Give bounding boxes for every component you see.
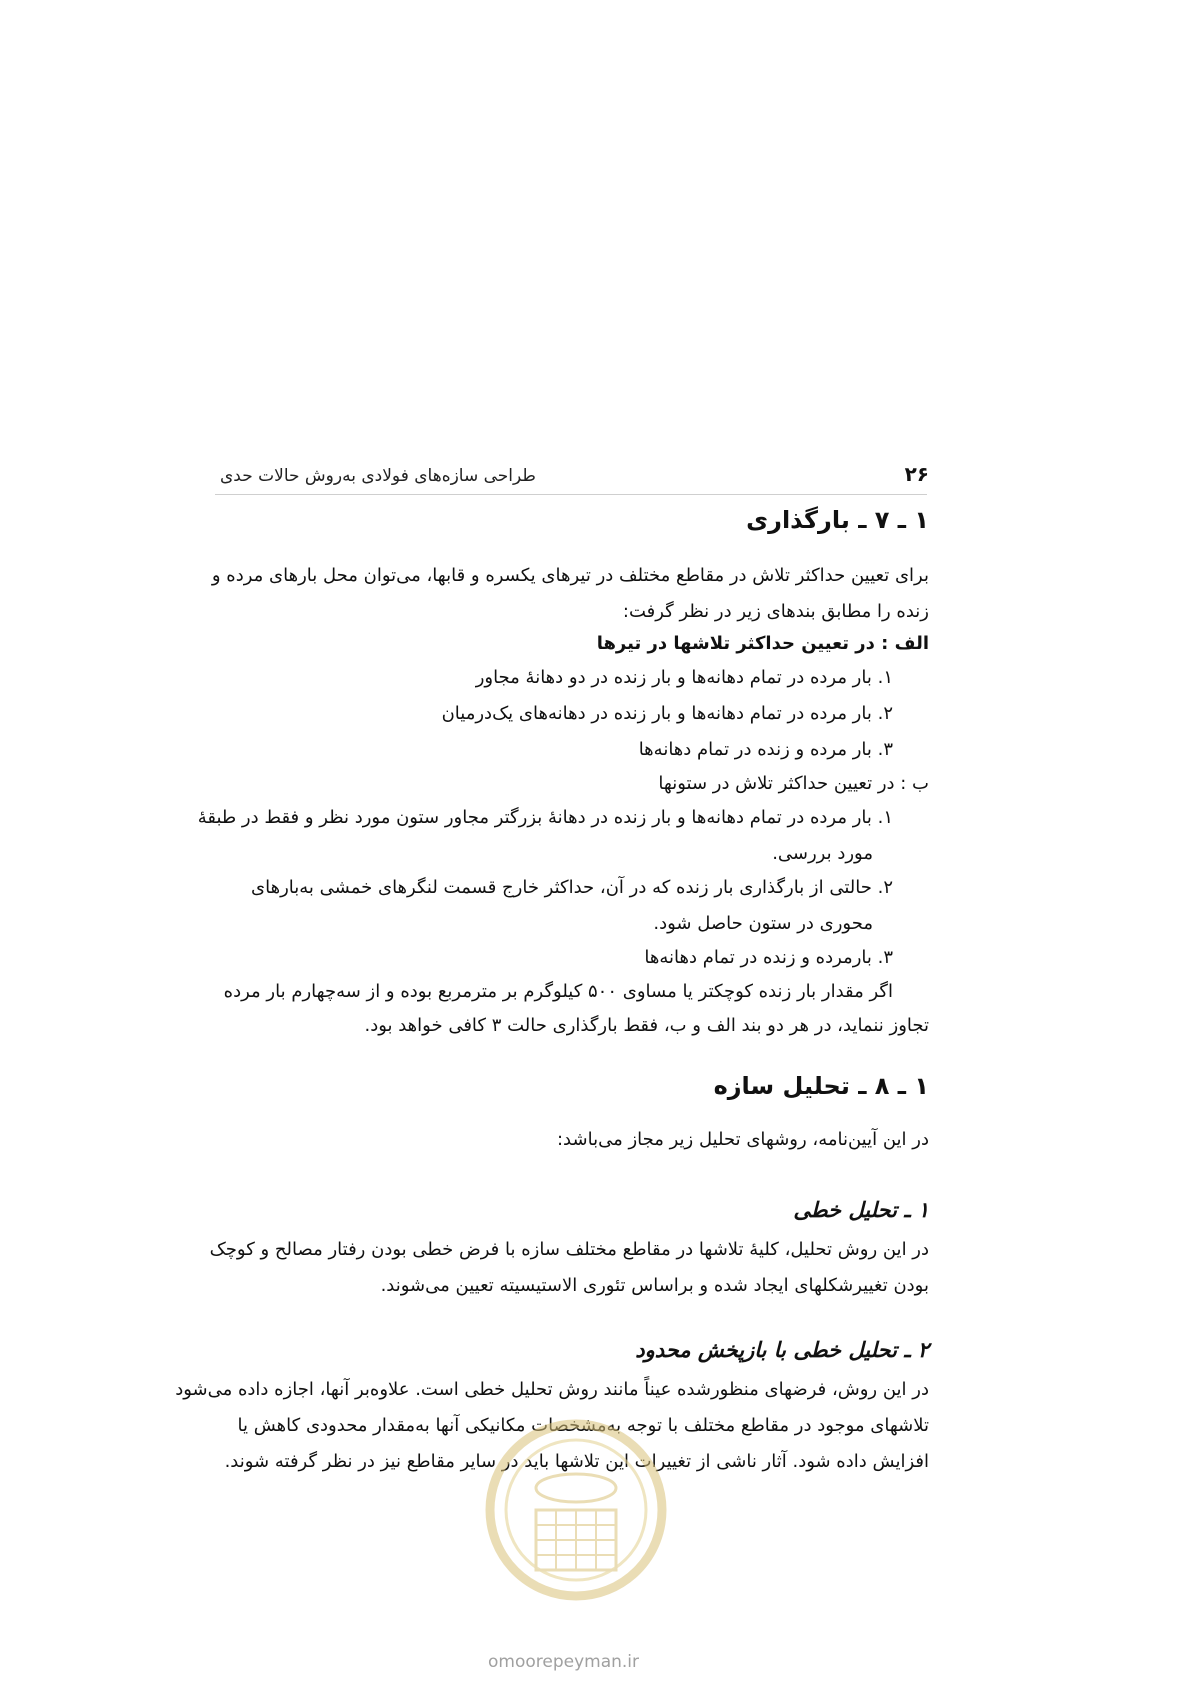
subheading-limited-redistribution: ۲ ـ تحلیل خطی با بازپخش محدود bbox=[635, 1338, 929, 1362]
header-divider bbox=[215, 494, 927, 495]
clause-b-title: ب : در تعیین حداکثر تلاش در ستونها bbox=[658, 773, 929, 794]
list-item: ۲. حالتی از بارگذاری بار زنده که در آن، حداکثر خارج قسمت لنگرهای خمشی به‌بارهای bbox=[251, 877, 893, 898]
list-item-continuation: مورد بررسی. bbox=[772, 843, 873, 864]
list-item: ۲. بار مرده در تمام دهانه‌ها و بار زنده در دهانه‌های یک‌درمیان bbox=[441, 703, 893, 724]
paragraph-line: اگر مقدار بار زنده کوچکتر یا مساوی ۵۰۰ کیلوگرم بر مترمربع بوده و از سه‌چهارم بار مرده bbox=[223, 981, 893, 1002]
paragraph-line: برای تعیین حداکثر تلاش در مقاطع مختلف در تیرهای یکسره و قابها، می‌توان محل بارهای مرده و bbox=[211, 565, 929, 586]
paragraph-line: در این روش تحلیل، کلیهٔ تلاشها در مقاطع مختلف سازه با فرض خطی بودن رفتار مصالح و کوچک bbox=[209, 1239, 929, 1260]
paragraph-line: تلاشهای موجود در مقاطع مختلف با توجه به‌مشخصات مکانیکی آنها به‌مقدار محدودی کاهش یا bbox=[237, 1415, 929, 1436]
watermark-url: omoorepeyman.ir bbox=[488, 1652, 640, 1672]
paragraph-line: تجاوز ننماید، در هر دو بند الف و ب، فقط بارگذاری حالت ۳ کافی خواهد بود. bbox=[364, 1015, 929, 1036]
paragraph-line: افزایش داده شود. آثار ناشی از تغییرات این تلاشها باید در سایر مقاطع نیز در نظر گرفته شوند. bbox=[224, 1451, 929, 1472]
running-header-title: طراحی سازه‌های فولادی به‌روش حالات حدی bbox=[220, 466, 536, 486]
subheading-linear-analysis: ۱ ـ تحلیل خطی bbox=[793, 1198, 929, 1222]
list-item: ۳. بار مرده و زنده در تمام دهانه‌ها bbox=[638, 739, 893, 760]
list-item-continuation: محوری در ستون حاصل شود. bbox=[653, 913, 873, 934]
page-number: ۲۶ bbox=[904, 462, 929, 486]
paragraph-line: زنده را مطابق بندهای زیر در نظر گرفت: bbox=[622, 601, 929, 622]
section-heading-analysis: ۱ ـ ۸ ـ تحلیل سازه bbox=[713, 1072, 929, 1100]
paragraph-line: در این روش، فرضهای منظورشده عیناً مانند روش تحلیل خطی است. علاوه‌بر آنها، اجازه داده می‌شود bbox=[175, 1379, 929, 1400]
list-item: ۳. بارمرده و زنده در تمام دهانه‌ها bbox=[644, 947, 893, 968]
clause-a-title: الف : در تعیین حداکثر تلاشها در تیرها bbox=[596, 633, 929, 654]
list-item: ۱. بار مرده در تمام دهانه‌ها و بار زنده در دهانهٔ بزرگتر مجاور ستون مورد نظر و فقط در طبقهٔ bbox=[197, 807, 893, 828]
paragraph-line: در این آیین‌نامه، روشهای تحلیل زیر مجاز می‌باشد: bbox=[556, 1129, 929, 1150]
list-item: ۱. بار مرده در تمام دهانه‌ها و بار زنده در دو دهانهٔ مجاور bbox=[475, 667, 893, 688]
paragraph-line: بودن تغییرشکلهای ایجاد شده و براساس تئوری الاستیسیته تعیین می‌شوند. bbox=[380, 1275, 929, 1296]
section-heading-loading: ۱ ـ ۷ ـ بارگذاری bbox=[746, 506, 929, 534]
